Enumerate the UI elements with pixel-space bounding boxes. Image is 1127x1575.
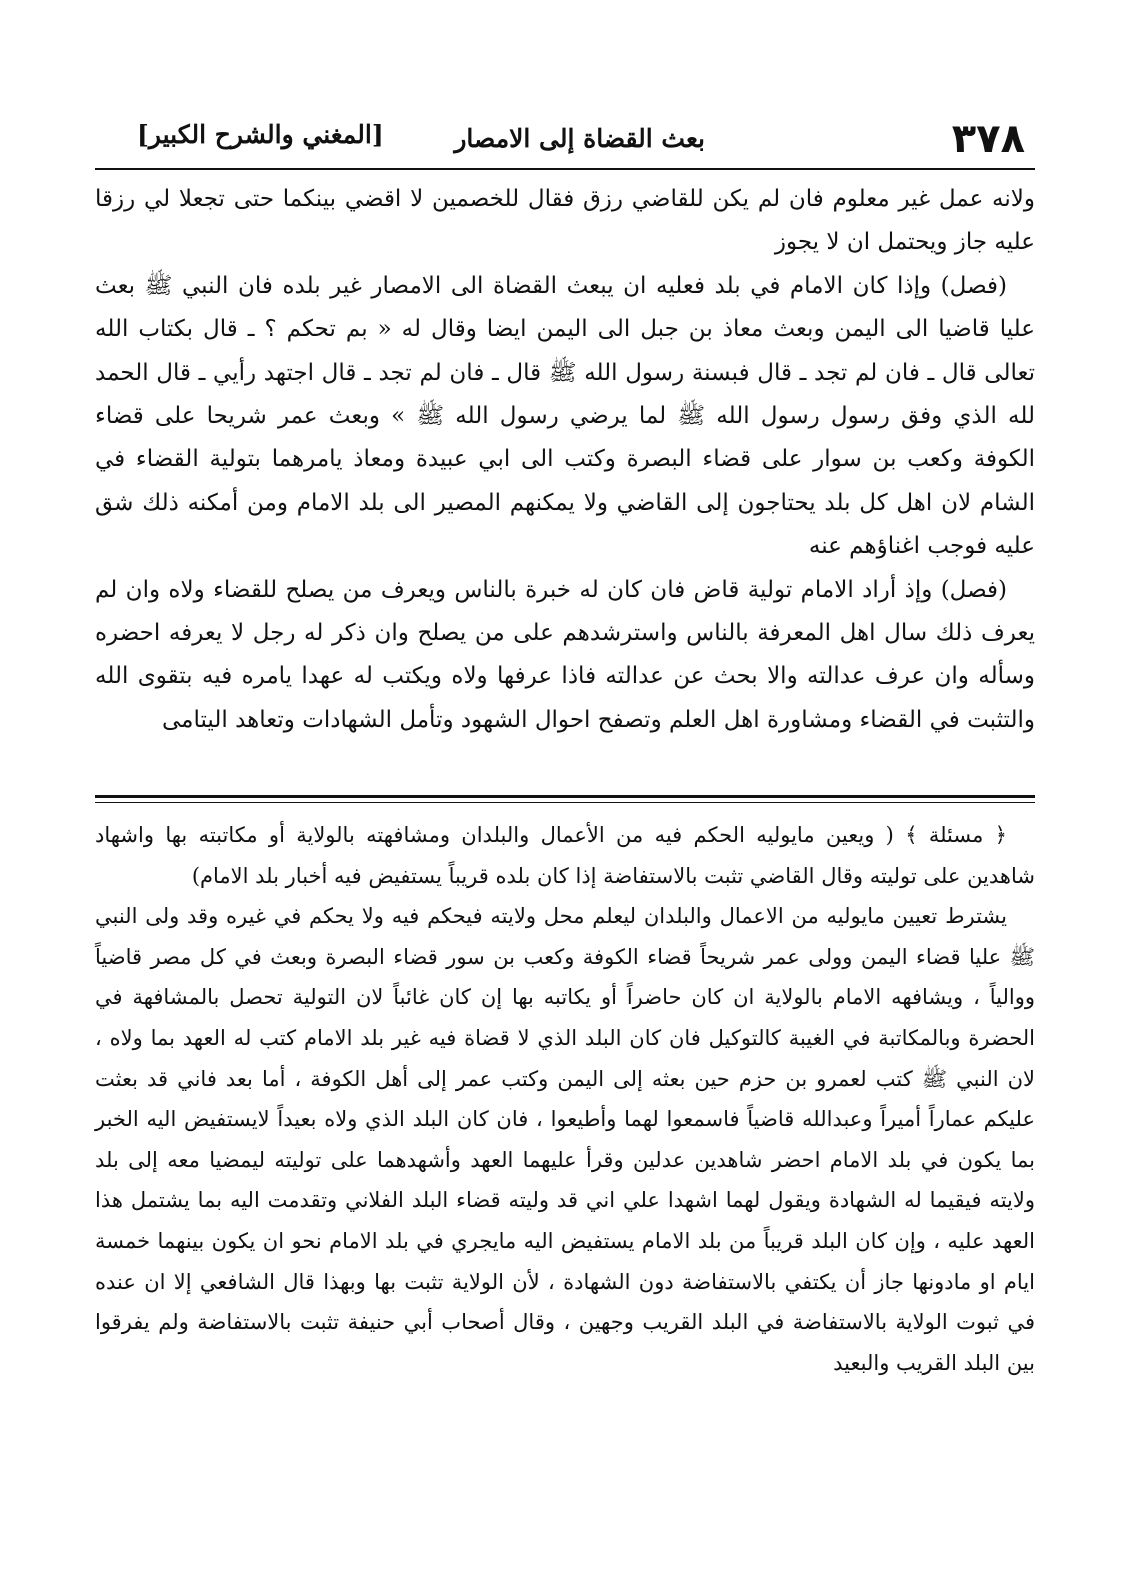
paragraph-fasl-sending-judges: (فصل) وإذا كان الامام في بلد فعليه ان يبعث القضاة الى الامصار غير بلده فان النبي ﷺ بعث عليا قاضيا الى اليمن وبعث معاذ بن جبل الى اليمن ايضا وقال له « بم تحكم ؟ ـ قال بكتاب الله تعالى قال ـ فان لم تجد ـ قال فبسنة رسول الله ﷺ قال ـ فان لم تجد ـ قال اجتهد رأيي ـ قال الحمد لله الذي وفق رسول رسول الله ﷺ لما يرضي رسول الله ﷺ » وبعث عمر شريحا على قضاء الكوفة وكعب بن سوار على قضاء البصرة وكتب الى ابي عبيدة ومعاذ يامرهما بتولية القضاء في الشام لان اهل كل بلد يحتاجون إلى القاضي ولا يمكنهم المصير الى بلد الامام ومن أمكنه ذلك شق عليه فوجب اغناؤهم عنه (95, 272, 1035, 560)
commentary-text (95, 815, 1035, 1383)
section-divider-thick (95, 795, 1035, 798)
running-title: بعث القضاة إلى الامصار (454, 124, 705, 153)
book-title: [المغني والشرح الكبير] (137, 120, 384, 149)
page-number: ٣٧٨ (951, 116, 1025, 162)
paragraph-fasl-appointing-judge: (فصل) وإذ أراد الامام تولية قاض فان كان له خبرة بالناس ويعرف من يصلح للقضاء ولاه وان لم يعرف ذلك سال اهل المعرفة بالناس واسترشدهم على من يصلح وان ذكر له رجل لا يعرفه احضره وسأله وان عرف عدالته والا بحث عن عدالته فاذا عرفها ولاه ويكتب له عهدا يامره فيه بتقوى الله والتثبت في القضاء ومشاورة اهل العلم وتصفح احوال الشهود وتأمل الشهادات وتعاهد اليتامى (95, 576, 1035, 733)
header-rule (95, 168, 1035, 170)
paragraph-commentary: يشترط تعيين مايوليه من الاعمال والبلدان ليعلم محل ولايته فيحكم فيه ولا يحكم في غيره وقد ولى النبي ﷺ عليا قضاء اليمن وولى عمر شريحاً قضاء الكوفة وكعب بن سور قضاء البصرة وبعث في كل مصر قاضياً ووالياً ، ويشافهه الامام بالولاية ان كان حاضراً أو يكاتبه بها إن كان غائباً لان التولية تحصل بالمشافهة في الحضرة وبالمكاتبة في الغيبة كالتوكيل فان كان البلد الذي لا قضاة فيه غير بلد الامام كتب له العهد بما ولاه ، لان النبي ﷺ كتب لعمرو بن حزم حين بعثه إلى اليمن وكتب عمر إلى أهل الكوفة ، أما بعد فاني قد بعثت عليكم عماراً أميراً وعبدالله قاضياً فاسمعوا لهما وأطيعوا ، فان كان البلد الذي ولاه بعيداً لايستفيض اليه الخبر بما يكون في بلد الامام احضر شاهدين عدلين وقرأ عليهما العهد وأشهدهما على توليته ليمضيا معه إلى بلد ولايته فيقيما له الشهادة ويقول لهما اشهدا علي اني قد وليته قضاء البلد الفلاني وتقدمت اليه بما يشتمل هذا العهد عليه ، وإن كان البلد قريباً من بلد الامام يستفيض اليه مايجري في بلد الامام نحو ان يكون بينهما خمسة ايام او مادونها جاز أن يكتفي بالاستفاضة دون الشهادة ، لأن الولاية تثبت بها وبهذا قال الشافعي إلا ان عنده في ثبوت الولاية بالاستفاضة في البلد القريب وجهين ، وقال أصحاب أبي حنيفة تثبت بالاستفاضة ولم يفرقوا بين البلد القريب والبعيد (95, 904, 1035, 1375)
page-header (95, 110, 1035, 166)
paragraph-masala: ﴿ مسئلة ﴾ ( ويعين مايوليه الحكم فيه من الأعمال والبلدان ومشافهته بالولاية أو مكاتبته بها واشهاد شاهدين على توليته وقال القاضي تثبت بالاستفاضة إذا كان بلده قريباً يستفيض فيه أخبار بلد الامام) (95, 823, 1035, 888)
paragraph-intro: ولانه عمل غير معلوم فان لم يكن للقاضي رزق فقال للخصمين لا اقضي بينكما حتى تجعلا لي رزقا عليه جاز ويحتمل ان لا يجوز (95, 186, 1035, 256)
main-text (95, 178, 1035, 742)
section-divider-thin (95, 802, 1035, 803)
